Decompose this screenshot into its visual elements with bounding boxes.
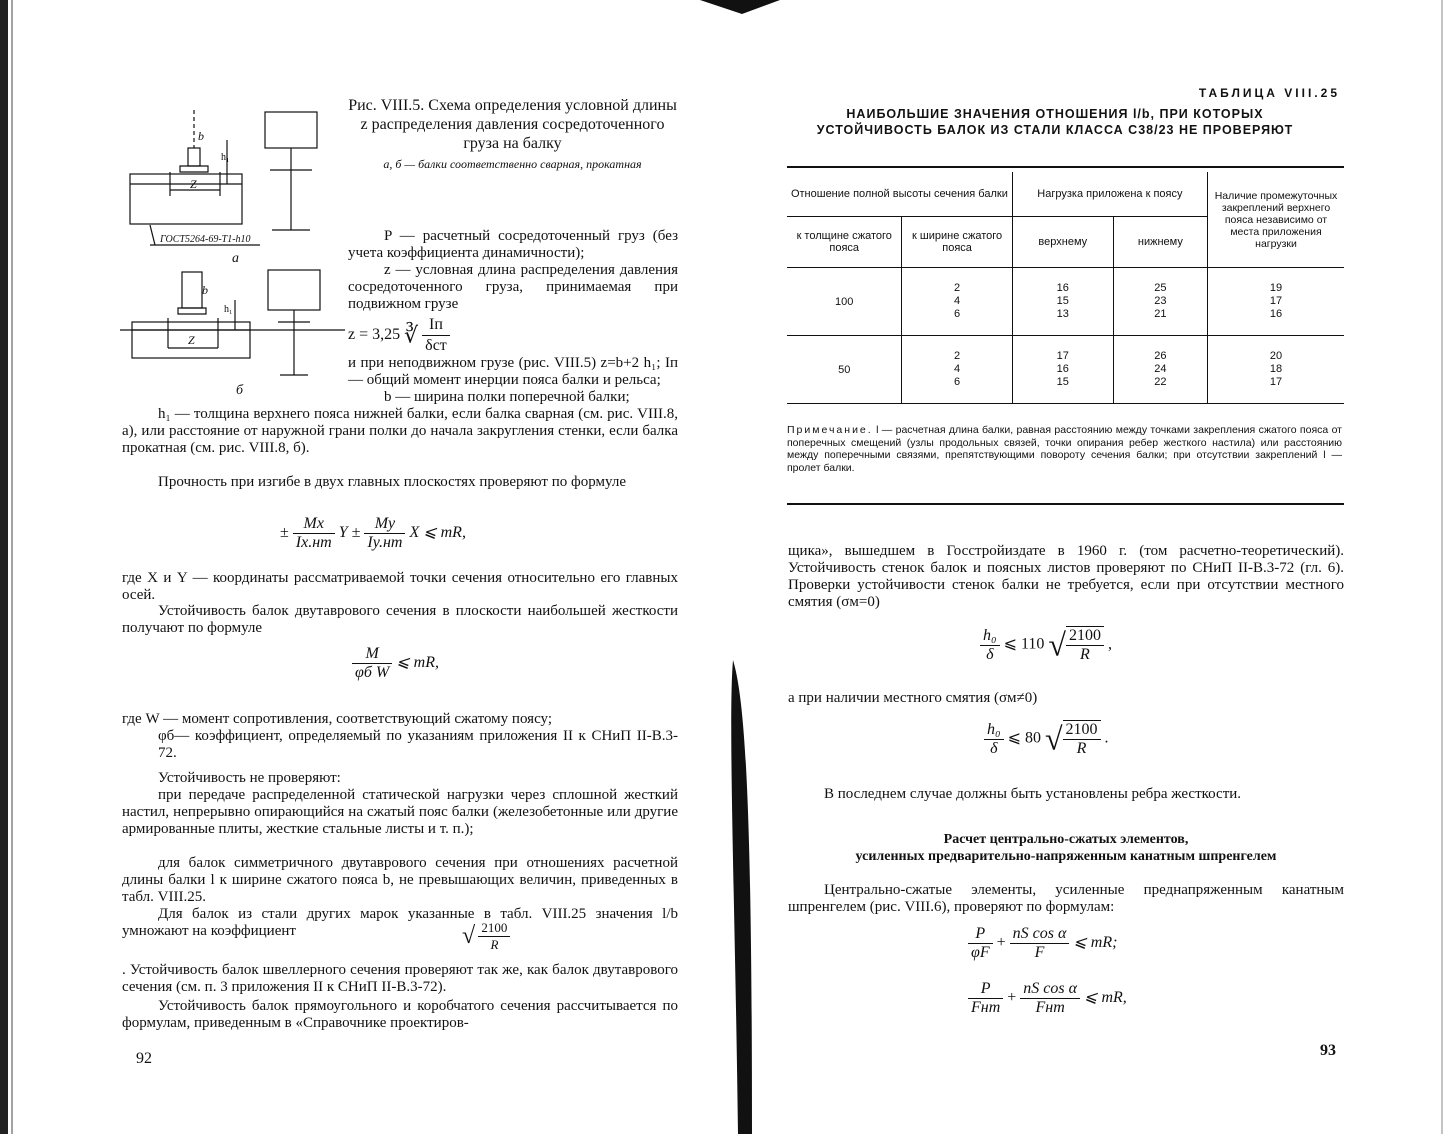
f3-root-den: R [1080, 646, 1090, 663]
f6-plus: + [1007, 989, 1017, 1007]
formula-1 [280, 515, 466, 552]
cell-presence-2: 20 18 17 [1208, 348, 1345, 391]
f6-a-den: Fнт [971, 999, 1001, 1016]
z-root-num: Iп [422, 315, 450, 336]
para-case-1: при передаче распределенной статической нагрузки через сплошной жесткий настил, непрерывно опирающийся на сжатый пояс балки (железобетонные или другие армированные плиты, жесткие стальные листы и т. п.); [122, 787, 678, 837]
fig-h1-label-a: h₁ [221, 152, 230, 163]
table-viii-25 [787, 172, 1344, 404]
para-z-2: и при неподвижном грузе (рис. VIII.5) z=b+2 h₁; Iп — общий момент инерции пояса балки и рельса; [348, 355, 678, 388]
formula1-pm: ± [280, 524, 289, 542]
figure-caption-sub: а, б — балки соответственно сварная, прокатная [383, 157, 642, 171]
formula2-num: M [352, 645, 392, 664]
th-presence: Наличие промежуточных закреплений верхнего пояса независимо от места приложения нагрузки [1208, 172, 1345, 268]
para-not-checked: Устойчивость не проверяют: [158, 770, 341, 786]
fig-z-label-b: Z [188, 333, 195, 347]
where-xy: где X и Y — координаты рассматриваемой точки сечения относительно его главных осей. [122, 570, 678, 603]
formula-2 [352, 645, 439, 682]
para-local: а при наличии местного смятия (σм≠0) [788, 690, 1038, 706]
f6-b-den: Fнт [1035, 999, 1065, 1016]
f3-den: δ [986, 645, 994, 663]
f4-tail: . [1104, 729, 1109, 747]
th-ratio: Отношение полной высоты сечения балки [787, 172, 1012, 217]
cell-lower-1: 25 23 21 [1113, 280, 1207, 323]
f5-b-num: nS cos α [1010, 925, 1070, 944]
fig-h1-label-b: h₁ [224, 304, 233, 315]
note-label: Примечание. [787, 424, 873, 436]
cell-lower-2: 26 24 22 [1113, 348, 1207, 391]
f5-plus: + [996, 934, 1006, 952]
cell-thickness-1: 100 [835, 295, 854, 308]
f3-root-num: 2100 [1066, 627, 1104, 646]
where-phi: φб— коэффициент, определяемый по указаниям приложения II к СНиП II-В.3-72. [158, 728, 678, 761]
fig-b-label-b: b [202, 283, 208, 297]
table-note [787, 424, 1342, 474]
cell-presence-1: 19 17 16 [1208, 280, 1345, 323]
f5-a-num: P [968, 925, 993, 944]
para-strength: Прочность при изгибе в двух главных плоскостях проверяют по формуле [158, 474, 626, 490]
table-top-rule [787, 166, 1344, 168]
other-root: √ $\frac{2100}{R}$ [462, 920, 510, 953]
formula2-tail: ⩽ mR, [396, 654, 439, 672]
formula1-a-num: Mx [293, 515, 335, 534]
para-rect: Устойчивость балок прямоугольного и коробчатого сечения рассчитывается по формулам, приведенным в «Справочнике проектиров- [122, 998, 678, 1031]
other-root-num: 2100 [478, 920, 510, 937]
z-root-den: δст [425, 337, 447, 354]
th-load: Нагрузка приложена к поясу [1012, 172, 1207, 217]
para-central: Центрально-сжатые элементы, усиленные преднапряженным канатным шпренгелем (рис. VIII.6), проверяют по формулам: [788, 882, 1344, 915]
where-w: где W — момент сопротивления, соответствующий сжатому поясу; [122, 711, 552, 727]
table-bottom-rule [787, 503, 1344, 505]
f4-den: δ [990, 739, 998, 757]
table-label: ТАБЛИЦА VIII.25 [1198, 86, 1340, 100]
f3-tail: , [1107, 635, 1112, 653]
figure-viii-5 [120, 100, 345, 400]
para-z-1: z — условная длина распределения давления сосредоточенного груза, принимаемая при подвижном грузе [348, 262, 678, 312]
fig-rail-text: ГОСТ5264-69-Т1-h10 [160, 234, 251, 245]
figure-caption-title: Рис. VIII.5. Схема определения условной длины z распределения давления сосредоточенного груза на балку [348, 97, 677, 152]
f6-b-num: nS cos α [1020, 980, 1080, 999]
f5-tail: ⩽ mR; [1073, 934, 1118, 952]
para-stab: Устойчивость балок двутаврового сечения в плоскости наибольшей жесткости получают по формуле [122, 603, 678, 636]
cell-thickness-2: 50 [838, 363, 851, 376]
para-last-case: В последнем случае должны быть установлены ребра жесткости. [824, 786, 1242, 802]
formula-6 [968, 980, 1127, 1017]
f3-op: ⩽ 110 [1003, 635, 1045, 653]
para-other-2: . Устойчивость балок швеллерного сечения проверяют так же, как балок двутаврового сечения (см. п. 3 приложения II к СНиП II-В.3-72). [122, 962, 678, 995]
para-other-1: Для балок из стали других марок указанные в табл. VIII.25 значения l/b умножают на коэффициент [122, 906, 678, 939]
page-number-left: 92 [136, 1050, 152, 1067]
fig-label-a: а [232, 251, 239, 266]
page-number-right: 93 [1320, 1042, 1336, 1059]
z-eq: z = 3,25 [348, 326, 401, 344]
formula-4: $\frac{\text{h₀}}{\delta}$ ⩽ 80 √ $\frac{2100}{R}$ . [984, 720, 1109, 758]
fig-b-label-a: b [198, 129, 204, 143]
other-root-den: R [490, 937, 499, 952]
note-text: l — расчетная длина балки, равная расстоянию между точками закрепления сжатого пояса от поперечных смещений (узлы продольных связей, точки опирания ребер жесткого настила) или расстоянию между поперечными связями, препятствующими повороту сечения балки; при отсутствии закреплений l — пролет балки. [787, 424, 1342, 474]
f3-num: h₀ [980, 627, 1000, 646]
f4-op: ⩽ 80 [1007, 729, 1041, 747]
formula2-den: φб W [355, 664, 390, 681]
para-case-2: для балок симметричного двутаврового сечения при отношениях расчетной длины балки l к ширине сжатого пояса b, не превышающих величин, приведенных в табл. VIII.25. [122, 855, 678, 905]
right-page [740, 0, 1446, 1134]
section-title-1: Расчет центрально-сжатых элементов, [943, 832, 1189, 847]
fig-label-b: б [236, 383, 244, 398]
formula1-y: Y ± [338, 524, 361, 542]
formula-3: $\frac{\text{h₀}}{\delta}$ ⩽ 110 √ $\frac{2100}{R}$ , [980, 626, 1112, 664]
f4-root-den: R [1076, 740, 1087, 757]
formula1-b-den: Iy.нт [367, 534, 403, 551]
f4-root-num: 2100 [1063, 721, 1101, 740]
para-cont: щика», вышедшем в Госстройиздате в 1960 г. (том расчетно-теоретический). Устойчивость стенок балок и поясных листов проверяют по СНиП II-В.3-72 (гл. 6). Проверки устойчивости стенок балки не требуется, если при отсутствии местного смятия (σм=0) [788, 543, 1344, 610]
f5-a-den: φF [971, 944, 990, 961]
f6-a-num: P [968, 980, 1003, 999]
f5-b-den: F [1034, 944, 1045, 961]
cell-upper-1: 16 15 13 [1012, 280, 1113, 323]
cell-width-1: 2 4 6 [902, 280, 1012, 323]
formula1-b-num: My [364, 515, 405, 534]
th-lower: нижнему [1113, 217, 1207, 268]
f6-tail: ⩽ mR, [1084, 989, 1127, 1007]
formula-5 [968, 925, 1117, 962]
th-thickness: к толщине сжатого пояса [787, 217, 902, 268]
table-title: НАИБОЛЬШИЕ ЗНАЧЕНИЯ ОТНОШЕНИЯ l/b, ПРИ КОТОРЫХ УСТОЙЧИВОСТЬ БАЛОК ИЗ СТАЛИ КЛАССА С38/23 НЕ ПРОВЕРЯЮТ [816, 107, 1294, 137]
th-width: к ширине сжатого пояса [902, 217, 1012, 268]
f4-num: h₀ [984, 721, 1004, 740]
para-h1: h₁ — толщина верхнего пояса нижней балки, если балка сварная (см. рис. VIII.8, а), или расстояние от наружной грани полки до начала закругления стенки, если балка прокатная (см. рис. VIII.8, б). [122, 406, 678, 456]
fig-z-label-a: Z [190, 177, 197, 191]
cell-width-2: 2 4 6 [902, 348, 1012, 391]
para-b: b — ширина полки поперечной балки; [384, 389, 630, 405]
th-upper: верхнему [1012, 217, 1113, 268]
cell-upper-2: 17 16 15 [1012, 348, 1113, 391]
para-z-formula: z = 3,25 ∛ $\frac{Iп}{\text{δст}}$ [348, 315, 678, 356]
section-title-2: усиленных предварительно-напряженным канатным шпренгелем [855, 849, 1277, 864]
para-p: P — расчетный сосредоточенный груз (без учета коэффициента динамичности); [348, 228, 678, 261]
formula1-tail: X ⩽ mR, [409, 524, 466, 542]
formula1-a-den: Ix.нт [295, 534, 332, 551]
